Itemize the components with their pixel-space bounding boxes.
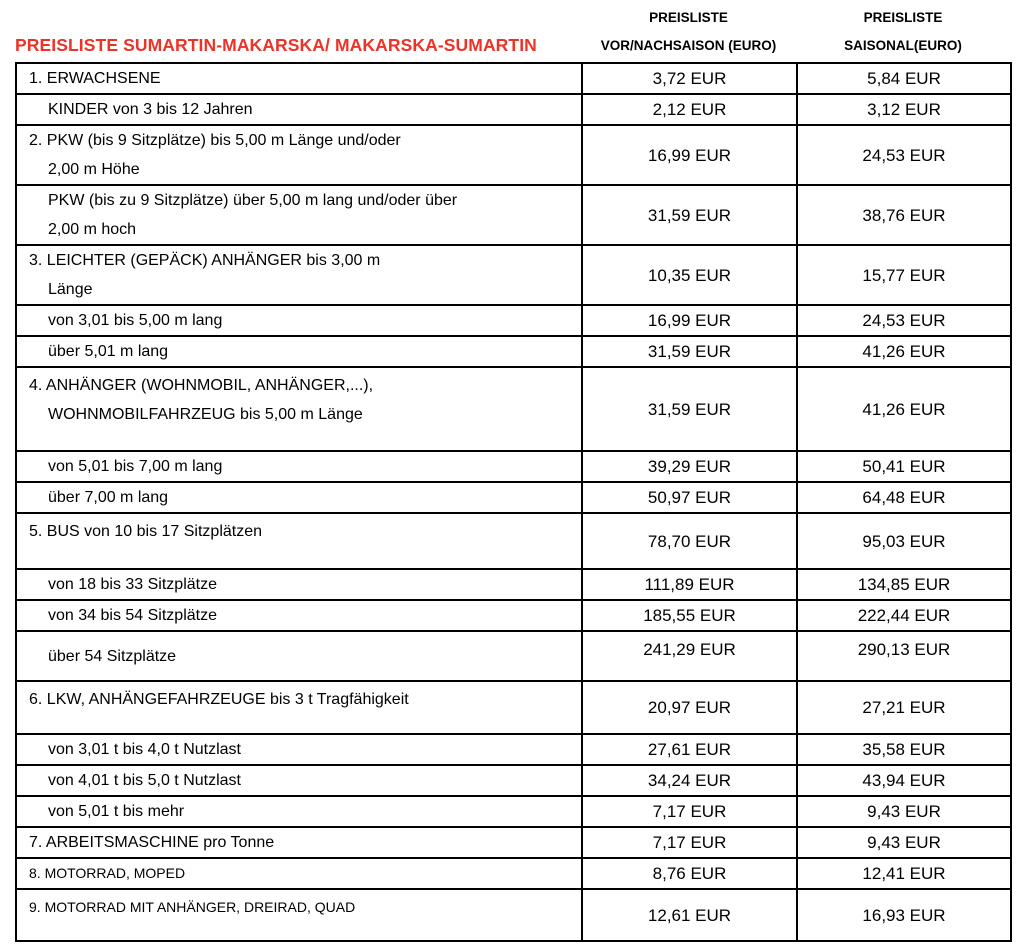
- table-row: [16, 734, 1011, 765]
- price-vornachsaison: 10,35 EUR: [582, 245, 797, 305]
- category-label: von 3,01 t bis 4,0 t Nutzlast: [48, 741, 241, 758]
- category-label: von 3,01 bis 5,00 m lang: [48, 312, 223, 329]
- price-vornachsaison: 2,12 EUR: [582, 94, 797, 125]
- price-vornachsaison: 8,76 EUR: [582, 858, 797, 889]
- table-row: [16, 681, 1011, 734]
- category-cell: [16, 94, 582, 125]
- category-cell: [16, 245, 582, 305]
- category-cell: [16, 482, 582, 513]
- price-vornachsaison: 7,17 EUR: [582, 827, 797, 858]
- price-saisonal: 134,85 EUR: [797, 569, 1011, 600]
- price-vornachsaison: 7,17 EUR: [582, 796, 797, 827]
- price-saisonal: 50,41 EUR: [797, 451, 1011, 482]
- price-vornachsaison: 12,61 EUR: [582, 889, 797, 941]
- price-saisonal: 27,21 EUR: [797, 681, 1011, 734]
- price-saisonal: 290,13 EUR: [797, 631, 1011, 681]
- column-header-line: VOR/NACHSAISON (EURO): [600, 38, 777, 53]
- table-row: [16, 94, 1011, 125]
- table-row: [16, 245, 1011, 305]
- price-saisonal: 222,44 EUR: [797, 600, 1011, 631]
- category-cell: [16, 889, 582, 941]
- price-table: [15, 62, 1012, 942]
- category-cell: [16, 600, 582, 631]
- price-vornachsaison: 16,99 EUR: [582, 305, 797, 336]
- category-cell: [16, 858, 582, 889]
- category-label: von 18 bis 33 Sitzplätze: [48, 576, 217, 593]
- price-vornachsaison: 27,61 EUR: [582, 734, 797, 765]
- category-label: von 34 bis 54 Sitzplätze: [48, 607, 217, 624]
- price-table-body: [16, 63, 1011, 941]
- price-saisonal: 3,12 EUR: [797, 94, 1011, 125]
- category-cell: [16, 336, 582, 367]
- category-cell: [16, 796, 582, 827]
- category-label: 2. PKW (bis 9 Sitzplätze) bis 5,00 m Länge und/oder: [29, 132, 401, 149]
- table-row: [16, 367, 1011, 451]
- price-saisonal: 5,84 EUR: [797, 63, 1011, 94]
- category-cell: [16, 305, 582, 336]
- category-label: über 5,01 m lang: [48, 343, 169, 360]
- column-header-vornachsaison: [581, 0, 796, 62]
- category-cell: [16, 63, 582, 94]
- column-header-saisonal: [796, 0, 1010, 62]
- column-header-line: PREISLISTE: [649, 10, 728, 25]
- category-label: 6. LKW, ANHÄNGEFAHRZEUGE bis 3 t Tragfähigkeit: [29, 691, 409, 708]
- category-label: von 5,01 t bis mehr: [48, 803, 185, 820]
- price-saisonal: 12,41 EUR: [797, 858, 1011, 889]
- category-label: 9. MOTORRAD MIT ANHÄNGER, DREIRAD, QUAD: [29, 899, 356, 915]
- table-row: [16, 889, 1011, 941]
- category-cell: [16, 631, 582, 681]
- category-cell: [16, 827, 582, 858]
- price-saisonal: 35,58 EUR: [797, 734, 1011, 765]
- category-label: 2,00 m hoch: [48, 221, 137, 238]
- table-row: [16, 858, 1011, 889]
- category-cell: [16, 185, 582, 245]
- table-row: [16, 482, 1011, 513]
- category-label: über 7,00 m lang: [48, 489, 169, 506]
- price-vornachsaison: 16,99 EUR: [582, 125, 797, 185]
- price-vornachsaison: 50,97 EUR: [582, 482, 797, 513]
- price-vornachsaison: 39,29 EUR: [582, 451, 797, 482]
- table-header-row: [0, 0, 1024, 62]
- price-saisonal: 41,26 EUR: [797, 336, 1011, 367]
- price-saisonal: 64,48 EUR: [797, 482, 1011, 513]
- category-label: über 54 Sitzplätze: [48, 647, 177, 665]
- category-label: von 5,01 bis 7,00 m lang: [48, 458, 223, 475]
- category-label: 7. ARBEITSMASCHINE pro Tonne: [29, 834, 275, 851]
- price-saisonal: 9,43 EUR: [797, 796, 1011, 827]
- category-label: 2,00 m Höhe: [48, 161, 140, 178]
- price-vornachsaison: 31,59 EUR: [582, 185, 797, 245]
- price-vornachsaison: 3,72 EUR: [582, 63, 797, 94]
- category-cell: [16, 513, 582, 569]
- category-label: Länge: [48, 281, 93, 298]
- category-label: von 4,01 t bis 5,0 t Nutzlast: [48, 772, 241, 789]
- category-label: 1. ERWACHSENE: [29, 70, 161, 87]
- table-row: [16, 569, 1011, 600]
- price-saisonal: 24,53 EUR: [797, 125, 1011, 185]
- table-row: [16, 125, 1011, 185]
- table-row: [16, 305, 1011, 336]
- price-saisonal: 16,93 EUR: [797, 889, 1011, 941]
- price-saisonal: 95,03 EUR: [797, 513, 1011, 569]
- price-saisonal: 41,26 EUR: [797, 367, 1011, 451]
- price-saisonal: 43,94 EUR: [797, 765, 1011, 796]
- column-header-line: SAISONAL(EURO): [844, 38, 962, 53]
- category-cell: [16, 734, 582, 765]
- table-row: [16, 63, 1011, 94]
- table-row: [16, 631, 1011, 681]
- price-vornachsaison: 34,24 EUR: [582, 765, 797, 796]
- price-saisonal: 15,77 EUR: [797, 245, 1011, 305]
- price-vornachsaison: 31,59 EUR: [582, 367, 797, 451]
- price-saisonal: 9,43 EUR: [797, 827, 1011, 858]
- page-title: PREISLISTE SUMARTIN-MAKARSKA/ MAKARSKA-SUMARTIN: [15, 35, 537, 55]
- table-row: [16, 185, 1011, 245]
- table-row: [16, 336, 1011, 367]
- table-row: [16, 796, 1011, 827]
- table-row: [16, 513, 1011, 569]
- category-label: 5. BUS von 10 bis 17 Sitzplätzen: [29, 523, 263, 540]
- price-vornachsaison: 185,55 EUR: [582, 600, 797, 631]
- category-label: 3. LEICHTER (GEPÄCK) ANHÄNGER bis 3,00 m: [29, 252, 381, 269]
- category-cell: [16, 451, 582, 482]
- table-row: [16, 827, 1011, 858]
- price-saisonal: 24,53 EUR: [797, 305, 1011, 336]
- table-row: [16, 600, 1011, 631]
- price-vornachsaison: 20,97 EUR: [582, 681, 797, 734]
- category-label: 4. ANHÄNGER (WOHNMOBIL, ANHÄNGER,...),: [29, 377, 374, 394]
- category-label: WOHNMOBILFAHRZEUG bis 5,00 m Länge: [48, 406, 363, 423]
- price-vornachsaison: 31,59 EUR: [582, 336, 797, 367]
- category-label: PKW (bis zu 9 Sitzplätze) über 5,00 m lang und/oder über: [48, 192, 458, 209]
- category-cell: [16, 765, 582, 796]
- category-cell: [16, 125, 582, 185]
- column-header-line: PREISLISTE: [863, 10, 943, 25]
- category-cell: [16, 569, 582, 600]
- table-row: [16, 765, 1011, 796]
- category-label: 8. MOTORRAD, MOPED: [29, 865, 186, 881]
- price-vornachsaison: 111,89 EUR: [582, 569, 797, 600]
- table-row: [16, 451, 1011, 482]
- price-saisonal: 38,76 EUR: [797, 185, 1011, 245]
- category-cell: [16, 367, 582, 451]
- title-area: [15, 0, 581, 62]
- price-vornachsaison: 78,70 EUR: [582, 513, 797, 569]
- category-label: KINDER von 3 bis 12 Jahren: [48, 101, 253, 118]
- price-vornachsaison: 241,29 EUR: [582, 631, 797, 681]
- category-cell: [16, 681, 582, 734]
